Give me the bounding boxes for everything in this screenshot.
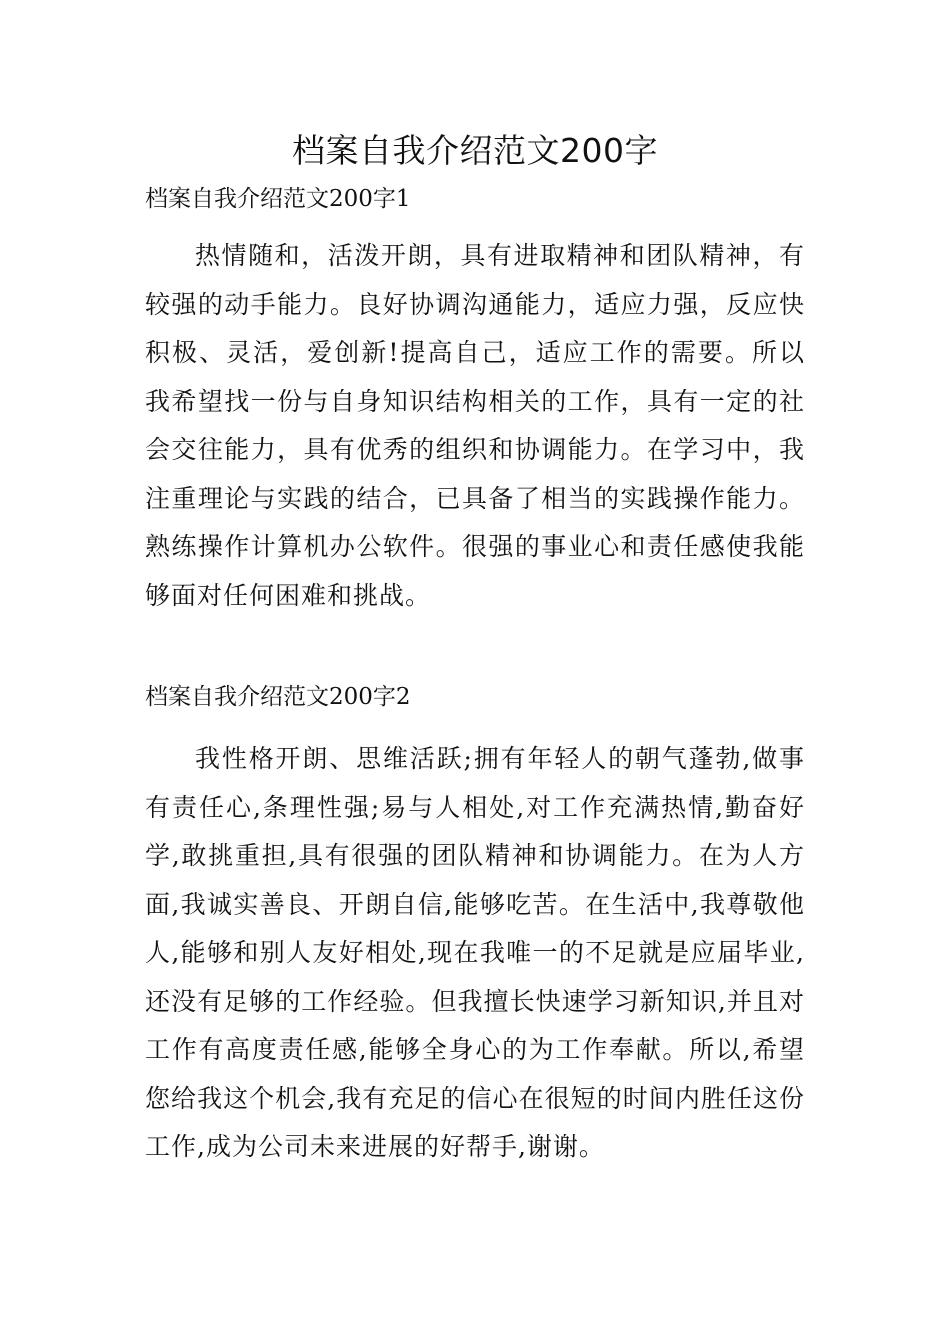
- section-heading: 档案自我介绍范文200字2: [145, 684, 411, 710]
- section-2: [145, 681, 805, 1172]
- section-paragraph: 热情随和，活泼开朗，具有进取精神和团队精神，有较强的动手能力。良好协调沟通能力，适应力强，反应快积极、灵活，爱创新!提高自己，适应工作的需要。所以我希望找一份与自身知识结构相关的工作，具有一定的社会交往能力，具有优秀的组织和协调能力。在学习中，我注重理论与实践的结合，已具备了相当的实践操作能力。熟练操作计算机办公软件。很强的事业心和责任感使我能够面对任何困难和挑战。: [145, 241, 805, 610]
- section-1: [145, 183, 805, 620]
- section-paragraph: 我性格开朗、思维活跃;拥有年轻人的朝气蓬勃,做事有责任心,条理性强;易与人相处,对工作充满热情,勤奋好学,敢挑重担,具有很强的团队精神和协调能力。在为人方面,我诚实善良、开朗自信,能够吃苦。在生活中,我尊敬他人,能够和别人友好相处,现在我唯一的不足就是应届毕业,还没有足够的工作经验。但我擅长快速学习新知识,并且对工作有高度责任感,能够全身心的为工作奉献。所以,希望您给我这个机会,我有充足的信心在很短的时间内胜任这份工作,成为公司未来进展的好帮手,谢谢。: [145, 744, 805, 1161]
- section-heading: 档案自我介绍范文200字1: [145, 186, 411, 212]
- page-title: 档案自我介绍范文200字: [292, 131, 658, 170]
